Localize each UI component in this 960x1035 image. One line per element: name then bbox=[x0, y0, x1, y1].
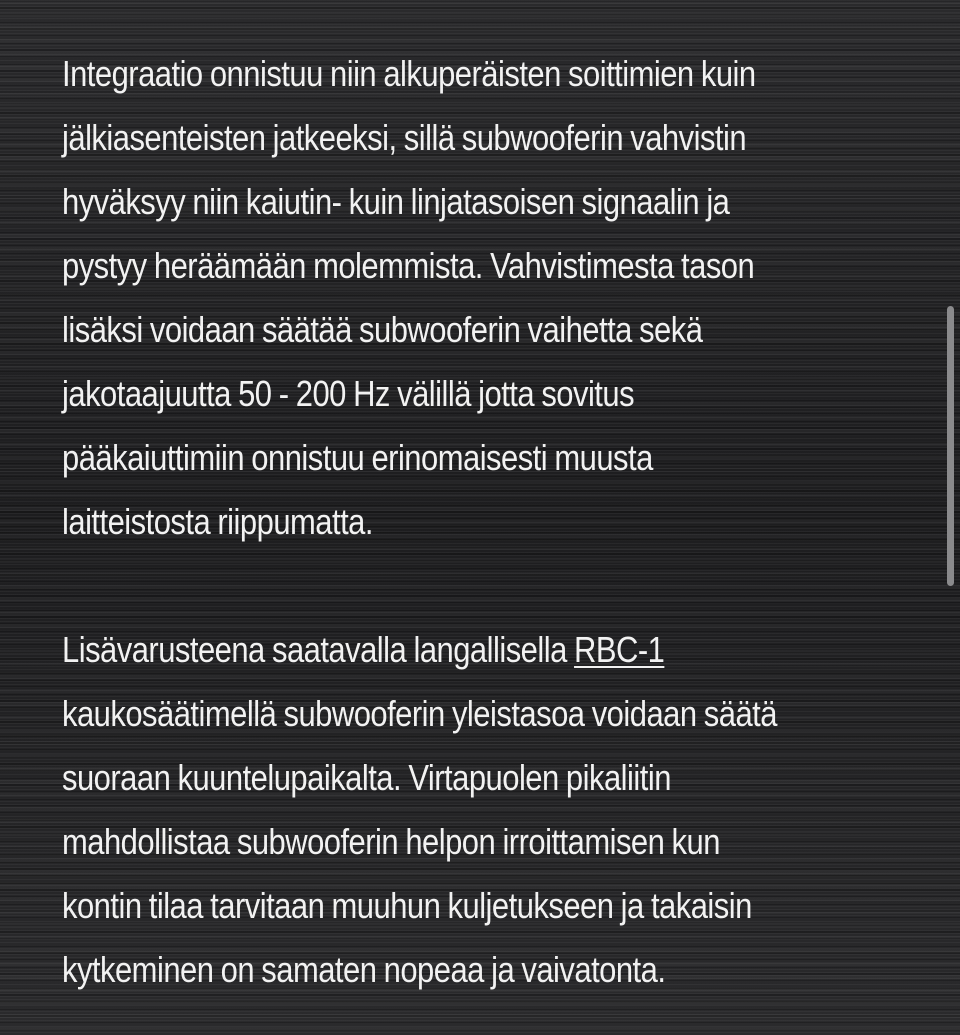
scrollbar-thumb[interactable] bbox=[947, 306, 954, 586]
text-line: kontin tilaa tarvitaan muuhun kuljetukseen ja takaisin bbox=[62, 885, 752, 926]
text-line: hyväksyy niin kaiutin- kuin linjatasoisen signaalin ja bbox=[62, 181, 730, 222]
paragraph-integration bbox=[62, 42, 888, 554]
article-content bbox=[62, 42, 882, 1002]
paragraph-remote-control bbox=[62, 618, 888, 1002]
text-line: kytkeminen on samaten nopeaa ja vaivatonta. bbox=[62, 949, 666, 990]
scrollbar[interactable] bbox=[946, 0, 960, 1035]
text-line: mahdollistaa subwooferin helpon irroittamisen kun bbox=[62, 821, 720, 862]
text-line: kaukosäätimellä subwooferin yleistasoa voidaan säätä bbox=[62, 693, 777, 734]
text-fragment: Lisävarusteena saatavalla langallisella bbox=[62, 629, 575, 670]
text-line: pääkaiuttimiin onnistuu erinomaisesti muusta bbox=[62, 437, 653, 478]
text-line bbox=[62, 618, 888, 682]
rbc-1-link[interactable]: RBC-1 bbox=[574, 629, 665, 670]
text-line: jälkiasenteisten jatkeeksi, sillä subwooferin vahvistin bbox=[62, 117, 747, 158]
text-line: jakotaajuutta 50 - 200 Hz välillä jotta sovitus bbox=[62, 373, 635, 414]
paragraph-gap bbox=[62, 554, 882, 618]
text-line: lisäksi voidaan säätää subwooferin vaihetta sekä bbox=[62, 309, 703, 350]
text-line: laitteistosta riippumatta. bbox=[62, 501, 373, 542]
text-line: suoraan kuuntelupaikalta. Virtapuolen pikaliitin bbox=[62, 757, 671, 798]
text-line: Integraatio onnistuu niin alkuperäisten soittimien kuin bbox=[62, 53, 756, 94]
text-line: pystyy heräämään molemmista. Vahvistimesta tason bbox=[62, 245, 755, 286]
